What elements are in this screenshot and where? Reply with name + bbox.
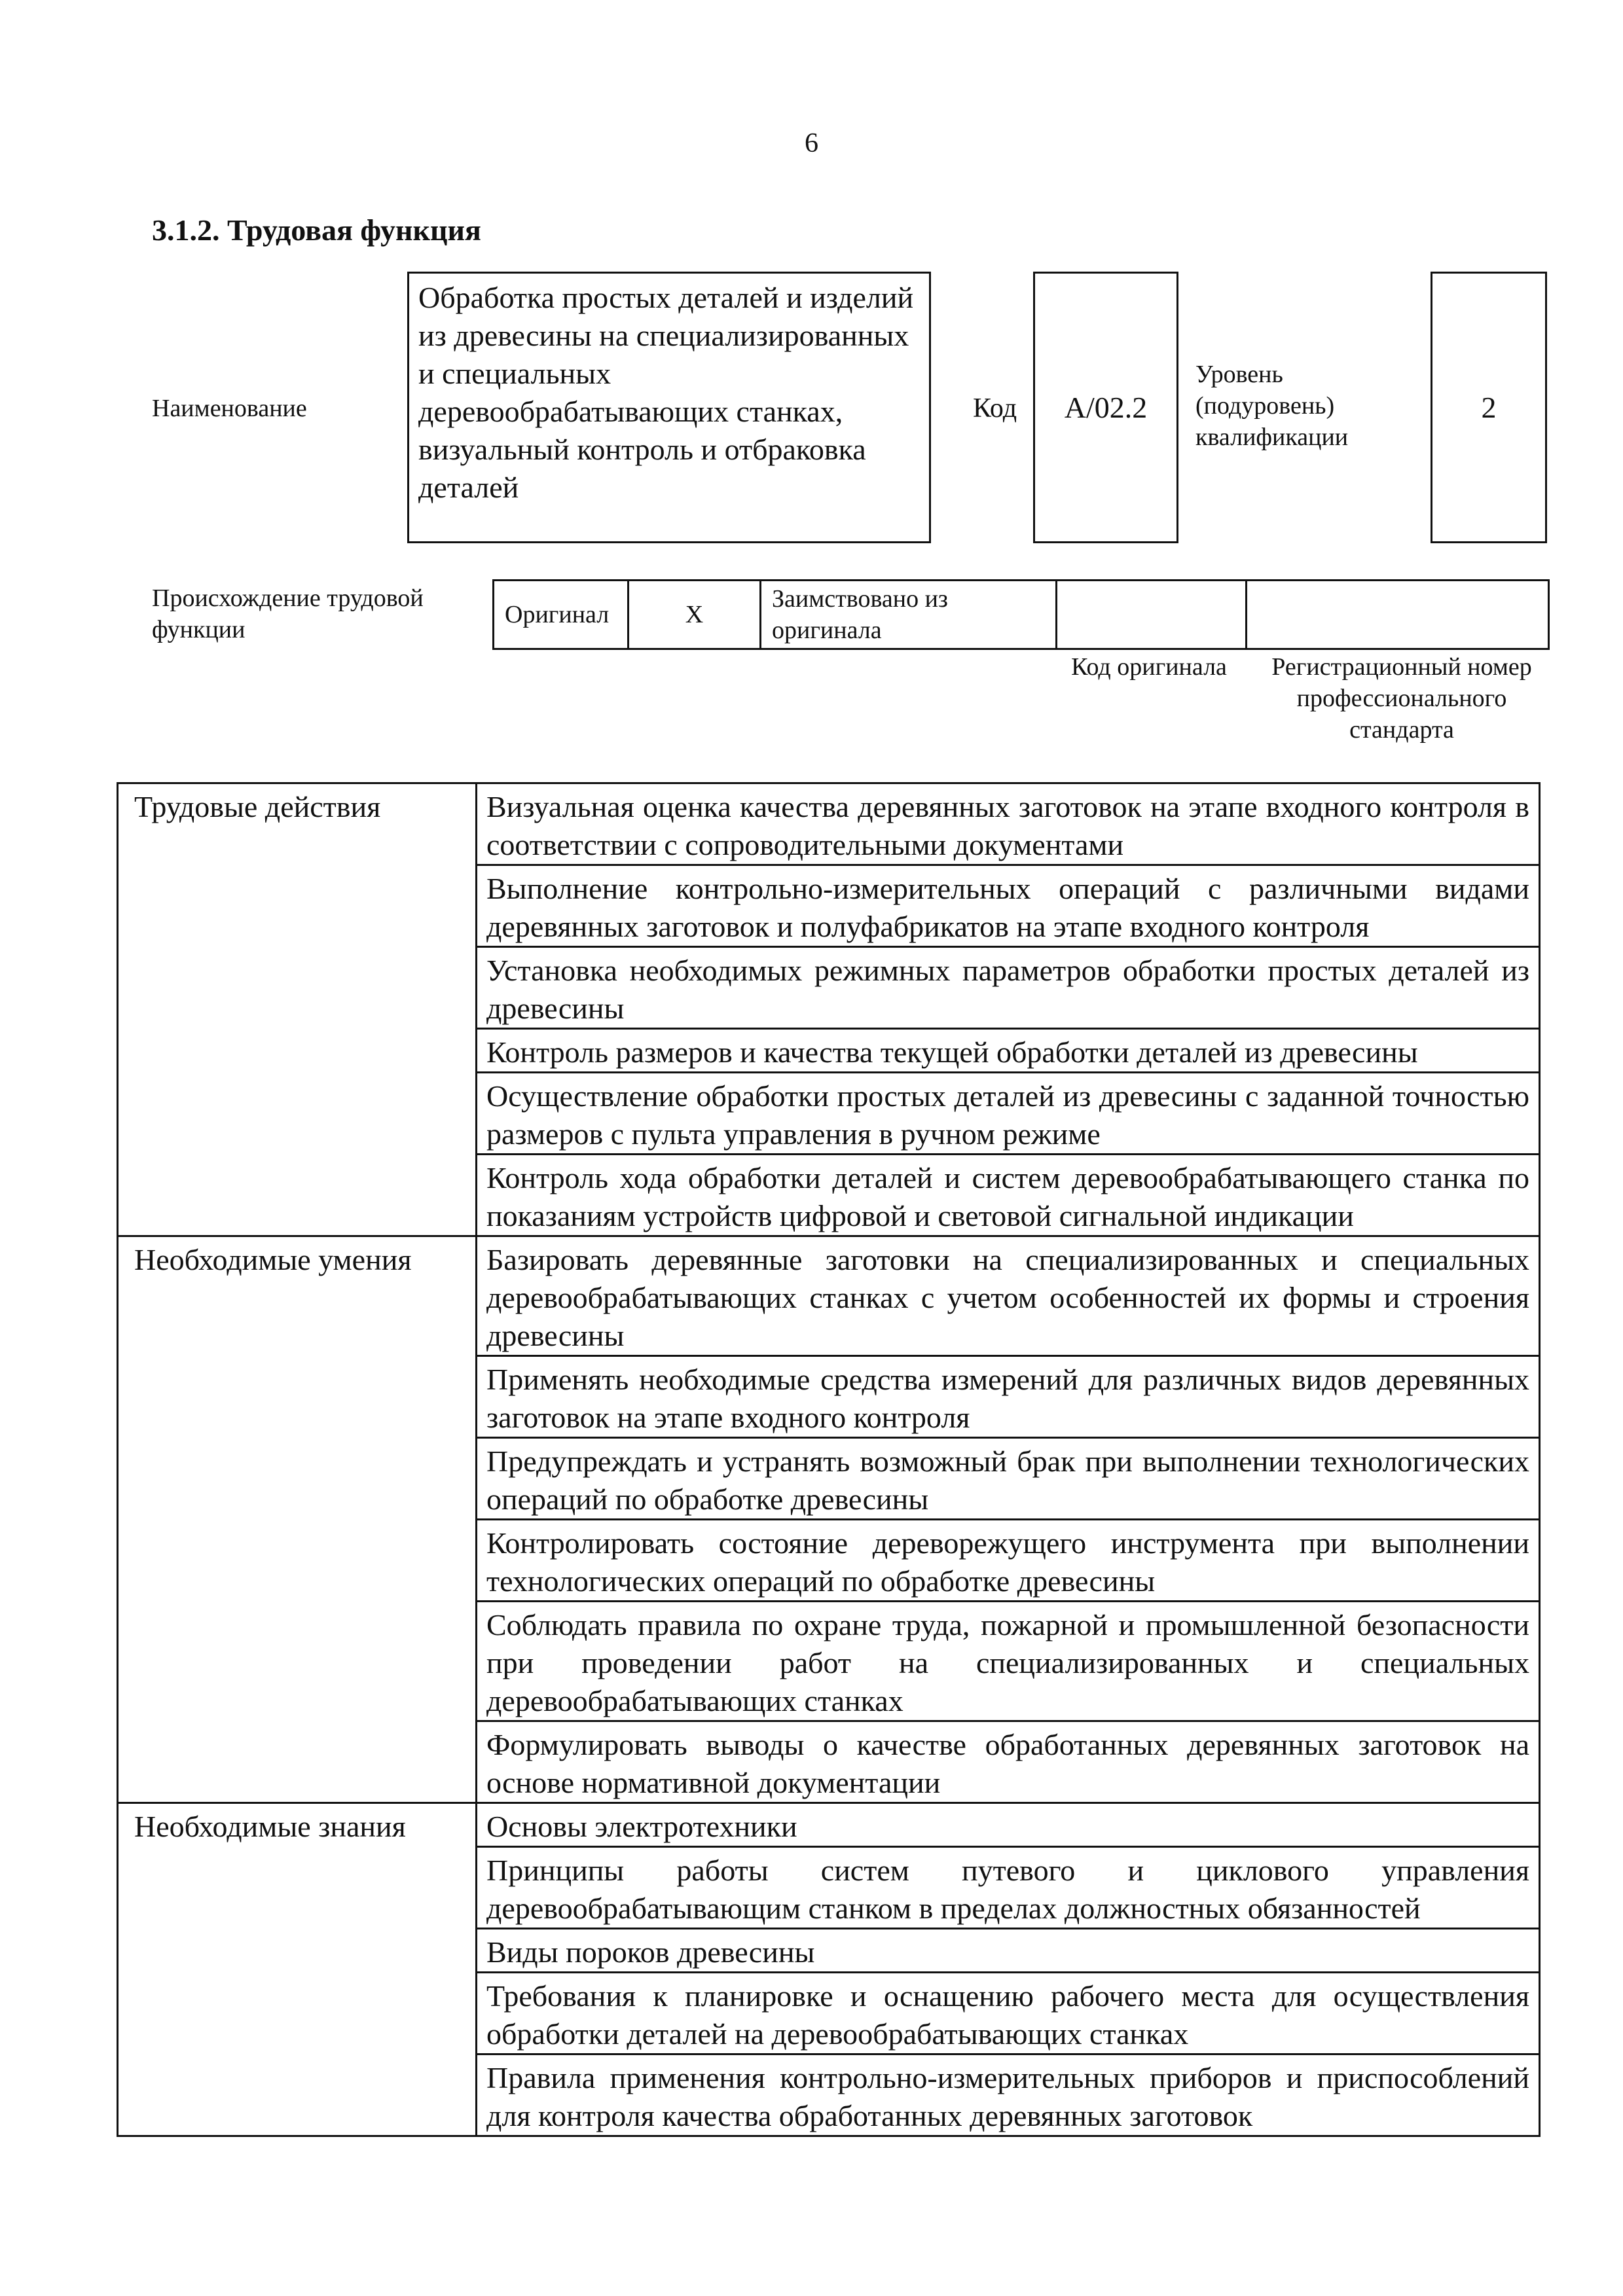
section-item: Контроль размеров и качества текущей обработки деталей из древесины — [477, 1029, 1540, 1073]
origin-label: Происхождение трудовой функции — [152, 584, 424, 643]
section-item: Применять необходимые средства измерений для различных видов деревянных заготовок на этапе входного контроля — [477, 1356, 1540, 1438]
reg-number-cell — [1247, 581, 1549, 649]
section-item: Выполнение контрольно-измерительных операций с различными видами деревянных заготовок и полуфабрикатов на этапе входного контроля — [477, 865, 1540, 947]
section-item: Осуществление обработки простых деталей из древесины с заданной точностью размеров с пульта управления в ручном режиме — [477, 1073, 1540, 1155]
section-title: 3.1.2. Трудовая функция — [152, 213, 481, 247]
section-item: Базировать деревянные заготовки на специализированных и специальных деревообрабатывающих станках с учетом особенностей их формы и строения древесины — [477, 1236, 1540, 1356]
reg-number-label: Регистрационный номер профессионального стандарта — [1271, 653, 1532, 744]
origin-original-cell: Оригинал — [494, 581, 629, 649]
section-item: Основы электротехники — [477, 1803, 1540, 1847]
section-item: Визуальная оценка качества деревянных заготовок на этапе входного контроля в соответствии с сопроводительными документами — [477, 783, 1540, 865]
function-details-table — [117, 782, 1541, 2137]
code-label: Код — [973, 393, 1017, 423]
section-item: Соблюдать правила по охране труда, пожарной и промышленной безопасности при проведении работ на специализированных и специальных деревообрабатывающих станках — [477, 1602, 1540, 1721]
table-row — [118, 783, 1540, 865]
section-item: Предупреждать и устранять возможный брак при выполнении технологических операций по обработке древесины — [477, 1438, 1540, 1520]
name-label: Наименование — [152, 395, 307, 422]
section-item: Формулировать выводы о качестве обработанных деревянных заготовок на основе нормативной документации — [477, 1721, 1540, 1803]
function-name-value: Обработка простых деталей и изделий из древесины на специализированных и специальных деревообрабатывающих станках, визуальный контроль и отбраковка деталей — [407, 272, 931, 543]
table-row — [118, 1803, 1540, 1847]
page-number: 6 — [805, 128, 818, 158]
origin-borrowed-cell: Заимствовано из оригинала — [761, 581, 1057, 649]
code-original-label: Код оригинала — [1071, 653, 1227, 681]
section-item: Установка необходимых режимных параметров обработки простых деталей из древесины — [477, 947, 1540, 1029]
origin-table — [492, 579, 1550, 650]
function-details-body — [118, 783, 1540, 2136]
section-category: Необходимые знания — [118, 1803, 477, 2136]
section-item: Виды пороков древесины — [477, 1929, 1540, 1973]
section-item: Принципы работы систем путевого и циклового управления деревообрабатывающим станком в пределах должностных обязанностей — [477, 1847, 1540, 1929]
code-original-cell — [1057, 581, 1247, 649]
qualification-level-label: Уровень (подуровень) квалификации — [1195, 361, 1349, 451]
section-item: Контроль хода обработки деталей и систем деревообрабатывающего станка по показаниям устройств цифровой и световой сигнальной индикации — [477, 1155, 1540, 1236]
origin-mark: X — [629, 581, 761, 649]
section-category: Необходимые умения — [118, 1236, 477, 1803]
table-row — [118, 1236, 1540, 1356]
section-item: Правила применения контрольно-измерительных приборов и приспособлений для контроля качества обработанных деревянных заготовок — [477, 2054, 1540, 2136]
section-item: Требования к планировке и оснащению рабочего места для осуществления обработки деталей на деревообрабатывающих станках — [477, 1973, 1540, 2054]
section-category: Трудовые действия — [118, 783, 477, 1236]
code-value: А/02.2 — [1033, 272, 1178, 543]
section-item: Контролировать состояние дереворежущего инструмента при выполнении технологических операций по обработке древесины — [477, 1520, 1540, 1602]
qualification-level-value: 2 — [1431, 272, 1547, 543]
